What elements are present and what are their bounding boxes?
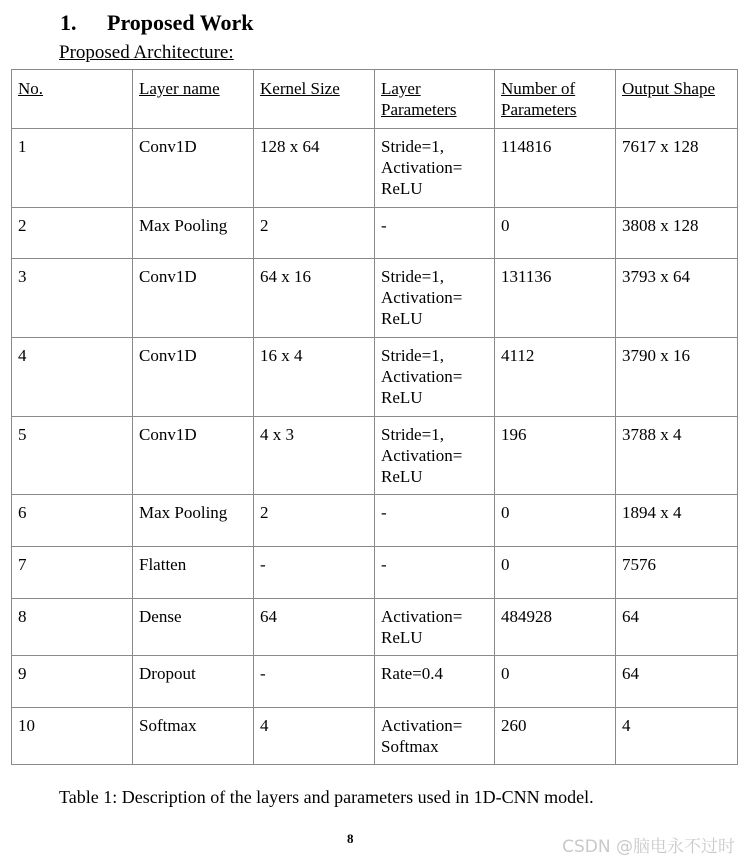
cell-output-shape: 64 (616, 599, 738, 656)
cell-layer-name: Conv1D (133, 338, 254, 417)
cell-kernel-size: - (254, 547, 375, 599)
cell-no: 3 (12, 259, 133, 338)
cell-layer-name: Conv1D (133, 259, 254, 338)
cell-kernel-size: 4 (254, 708, 375, 765)
cell-kernel-size: 2 (254, 208, 375, 259)
cell-layer-parameters: Stride=1, Activation= ReLU (375, 417, 495, 495)
cell-layer-name: Dense (133, 599, 254, 656)
header-layer-name: Layer name (133, 70, 254, 129)
table-row (12, 656, 738, 708)
cell-layer-parameters: - (375, 547, 495, 599)
cell-output-shape: 4 (616, 708, 738, 765)
cell-no: 8 (12, 599, 133, 656)
page-number: 8 (347, 831, 354, 846)
cell-no: 10 (12, 708, 133, 765)
cell-layer-parameters: Stride=1, Activation= ReLU (375, 338, 495, 417)
cell-layer-name: Dropout (133, 656, 254, 708)
cell-layer-name: Softmax (133, 708, 254, 765)
cell-layer-name: Max Pooling (133, 208, 254, 259)
architecture-table (11, 69, 738, 765)
cell-number-of-parameters: 0 (495, 547, 616, 599)
cell-layer-name: Conv1D (133, 129, 254, 208)
cell-layer-parameters: Activation= Softmax (375, 708, 495, 765)
cell-number-of-parameters: 0 (495, 495, 616, 547)
cell-no: 6 (12, 495, 133, 547)
section-title: Proposed Work (107, 10, 254, 35)
table-header-row (12, 70, 738, 129)
header-output-shape: Output Shape (616, 70, 738, 129)
cell-no: 1 (12, 129, 133, 208)
cell-output-shape: 64 (616, 656, 738, 708)
table-row (12, 338, 738, 417)
header-kernel-size: Kernel Size (254, 70, 375, 129)
cell-no: 9 (12, 656, 133, 708)
cell-output-shape: 3793 x 64 (616, 259, 738, 338)
cell-kernel-size: - (254, 656, 375, 708)
table-caption: Table 1: Description of the layers and parameters used in 1D-CNN model. (59, 787, 594, 807)
watermark: CSDN @脑电永不过时 (562, 837, 735, 857)
cell-number-of-parameters: 131136 (495, 259, 616, 338)
cell-number-of-parameters: 4112 (495, 338, 616, 417)
subsection-title: Proposed Architecture: (59, 42, 234, 63)
cell-kernel-size: 4 x 3 (254, 417, 375, 495)
cell-output-shape: 7617 x 128 (616, 129, 738, 208)
cell-kernel-size: 2 (254, 495, 375, 547)
cell-layer-name: Max Pooling (133, 495, 254, 547)
cell-kernel-size: 64 x 16 (254, 259, 375, 338)
cell-number-of-parameters: 260 (495, 708, 616, 765)
cell-layer-parameters: Rate=0.4 (375, 656, 495, 708)
table-row (12, 495, 738, 547)
table-row (12, 259, 738, 338)
table-row (12, 129, 738, 208)
cell-kernel-size: 64 (254, 599, 375, 656)
cell-no: 4 (12, 338, 133, 417)
cell-layer-parameters: - (375, 208, 495, 259)
cell-number-of-parameters: 0 (495, 656, 616, 708)
cell-layer-name: Conv1D (133, 417, 254, 495)
cell-kernel-size: 16 x 4 (254, 338, 375, 417)
header-no: No. (12, 70, 133, 129)
cell-output-shape: 3790 x 16 (616, 338, 738, 417)
cell-output-shape: 7576 (616, 547, 738, 599)
section-heading (60, 10, 254, 36)
table-row (12, 417, 738, 495)
table-row (12, 208, 738, 259)
header-number-of-parameters: Number of Parameters (495, 70, 616, 129)
cell-kernel-size: 128 x 64 (254, 129, 375, 208)
cell-layer-parameters: Stride=1, Activation= ReLU (375, 129, 495, 208)
cell-no: 7 (12, 547, 133, 599)
table-row (12, 599, 738, 656)
cell-no: 5 (12, 417, 133, 495)
cell-layer-parameters: Activation= ReLU (375, 599, 495, 656)
cell-layer-name: Flatten (133, 547, 254, 599)
cell-output-shape: 1894 x 4 (616, 495, 738, 547)
cell-layer-parameters: Stride=1, Activation= ReLU (375, 259, 495, 338)
table-row (12, 708, 738, 765)
cell-number-of-parameters: 196 (495, 417, 616, 495)
cell-number-of-parameters: 0 (495, 208, 616, 259)
section-number: 1. (60, 10, 77, 35)
cell-output-shape: 3808 x 128 (616, 208, 738, 259)
cell-number-of-parameters: 484928 (495, 599, 616, 656)
table-row (12, 547, 738, 599)
header-layer-parameters: Layer Parameters (375, 70, 495, 129)
cell-no: 2 (12, 208, 133, 259)
cell-output-shape: 3788 x 4 (616, 417, 738, 495)
cell-number-of-parameters: 114816 (495, 129, 616, 208)
cell-layer-parameters: - (375, 495, 495, 547)
